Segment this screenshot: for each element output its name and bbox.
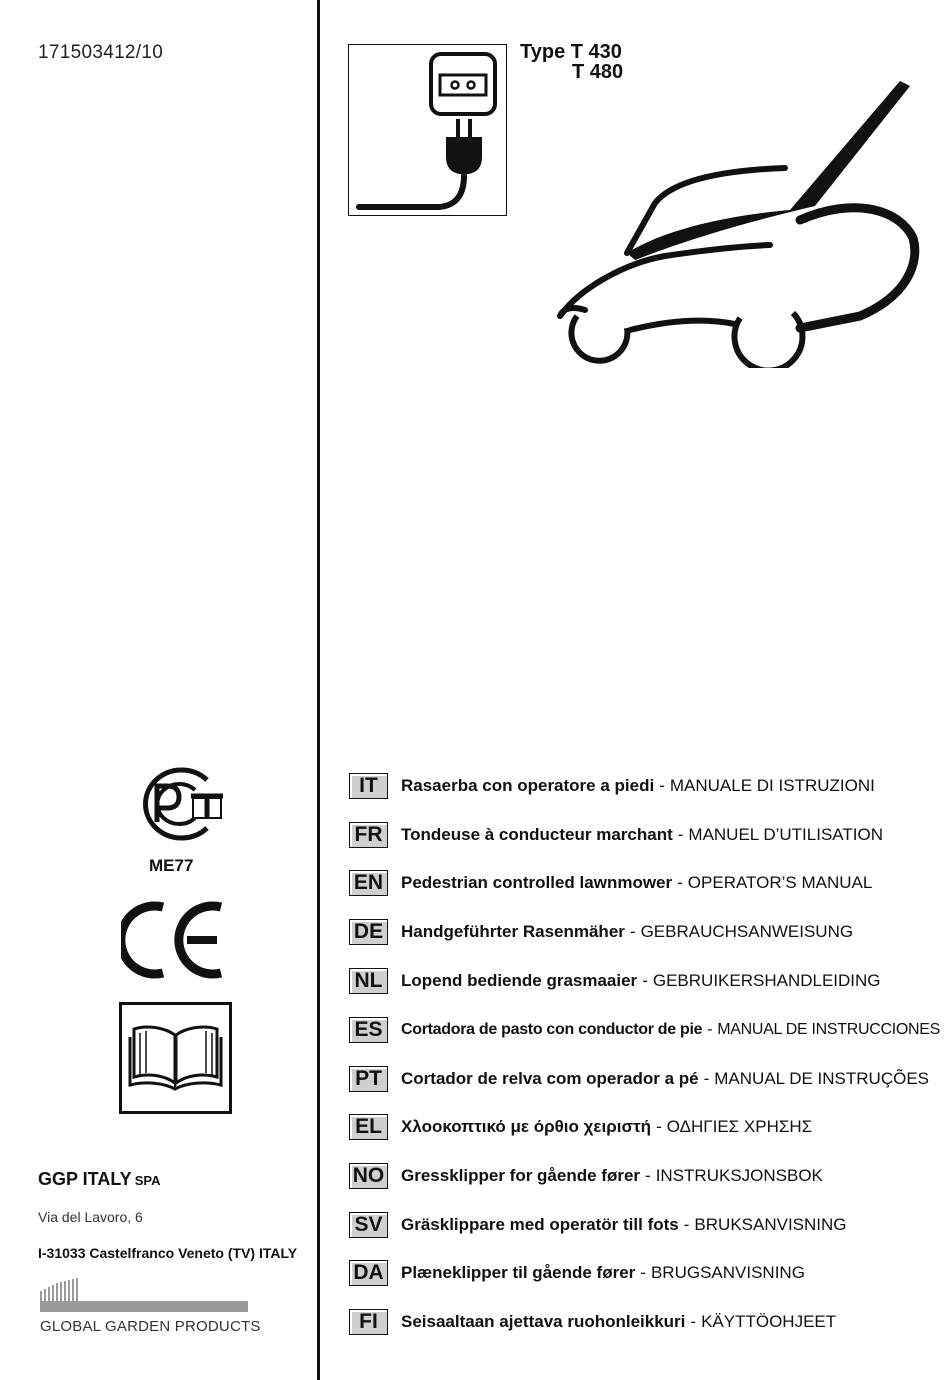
manual-title: MANUAL DE INSTRUCCIONES [717,1021,941,1038]
language-code-badge: FI [349,1309,388,1335]
language-row-en [349,866,872,900]
language-row-da [349,1256,805,1290]
separator: - [659,776,665,795]
lawnmower-icon [555,78,925,368]
product-title: Seisaaltaan ajettava ruohonleikkuri [401,1312,686,1331]
model-type-line-2: T 480 [572,61,624,83]
language-row-no [349,1159,823,1193]
separator: - [642,971,648,990]
manual-title: MANUEL D’UTILISATION [688,825,883,844]
language-row-it [349,769,875,803]
separator: - [629,922,636,941]
column-divider [317,0,320,1380]
product-title: Tondeuse à conducteur marchant [401,825,673,844]
language-row-pt [349,1062,929,1096]
language-row-nl [349,964,881,998]
product-title: Cortadora de pasto con conductor de pie [401,1021,703,1038]
brand-name: GLOBAL GARDEN PRODUCTS [40,1318,261,1335]
language-row-el [349,1110,812,1144]
company-city: I-31033 Castelfranco Veneto (TV) ITALY [38,1245,298,1261]
separator: - [656,1117,662,1136]
product-title: Rasaerba con operatore a piedi [401,776,655,795]
language-code-badge: IT [349,773,388,799]
product-title: Lopend bediende grasmaaier [401,971,638,990]
manual-title: GEBRAUCHSANWEISUNG [640,922,854,941]
manual-title: ΟΔΗΓΙΕΣ ΧΡΗΣΗΣ [666,1117,813,1136]
company-name-text: GGP ITALY [38,1169,132,1189]
language-code-badge: EL [349,1114,388,1140]
product-title: Χλοοκοπτικό με όρθιο χειριστή [401,1117,652,1136]
language-code-badge: NL [349,968,388,994]
language-code-badge: PT [349,1066,388,1092]
language-row-fr [349,818,883,852]
product-title: Cortador de relva com operador a pé [401,1069,699,1088]
company-name [38,1169,160,1190]
manual-title: MANUALE DI ISTRUZIONI [669,776,875,795]
separator: - [703,1069,710,1088]
product-title: Gräsklippare med operatör till fots [401,1215,679,1234]
read-manual-icon [119,1002,232,1114]
manual-title: MANUAL DE INSTRUÇÕES [714,1069,929,1088]
separator: - [707,1021,713,1038]
ggp-logo [40,1277,250,1313]
company-street: Via del Lavoro, 6 [38,1209,143,1225]
company-suffix: SPA [134,1173,161,1188]
product-title: Plæneklipper til gående fører [401,1263,636,1282]
language-row-fi [349,1305,836,1339]
manual-title: INSTRUKSJONSBOK [655,1166,823,1185]
language-row-sv [349,1208,847,1242]
manual-title: KÄYTTÖOHJEET [701,1312,837,1331]
language-code-badge: SV [349,1212,388,1238]
pct-certification-icon [127,766,227,842]
separator: - [677,873,683,892]
separator: - [645,1166,651,1185]
language-code-badge: DA [349,1260,388,1286]
model-type-line-1: Type T 430 [520,41,622,63]
language-code-badge: FR [349,822,388,848]
electric-plug-icon [348,44,507,216]
document-number: 171503412/10 [38,42,164,63]
product-title: Pedestrian controlled lawnmower [401,873,673,892]
ce-mark-icon [121,901,229,979]
separator: - [677,825,684,844]
separator: - [640,1263,646,1282]
manual-title: GEBRUIKERSHANDLEIDING [652,971,881,990]
certification-code: ME77 [149,856,194,875]
manual-title: BRUGSANVISNING [650,1263,805,1282]
product-title: Gressklipper for gående fører [401,1166,641,1185]
manual-title: BRUKSANVISNING [694,1215,847,1234]
separator: - [683,1215,690,1234]
language-code-badge: DE [349,919,388,945]
manual-title: OPERATOR’S MANUAL [687,873,873,892]
language-code-badge: EN [349,870,388,896]
language-row-de [349,915,853,949]
language-row-es [349,1013,940,1047]
separator: - [690,1312,697,1331]
language-code-badge: NO [349,1163,388,1189]
product-title: Handgeführter Rasenmäher [401,922,625,941]
language-code-badge: ES [349,1017,388,1043]
